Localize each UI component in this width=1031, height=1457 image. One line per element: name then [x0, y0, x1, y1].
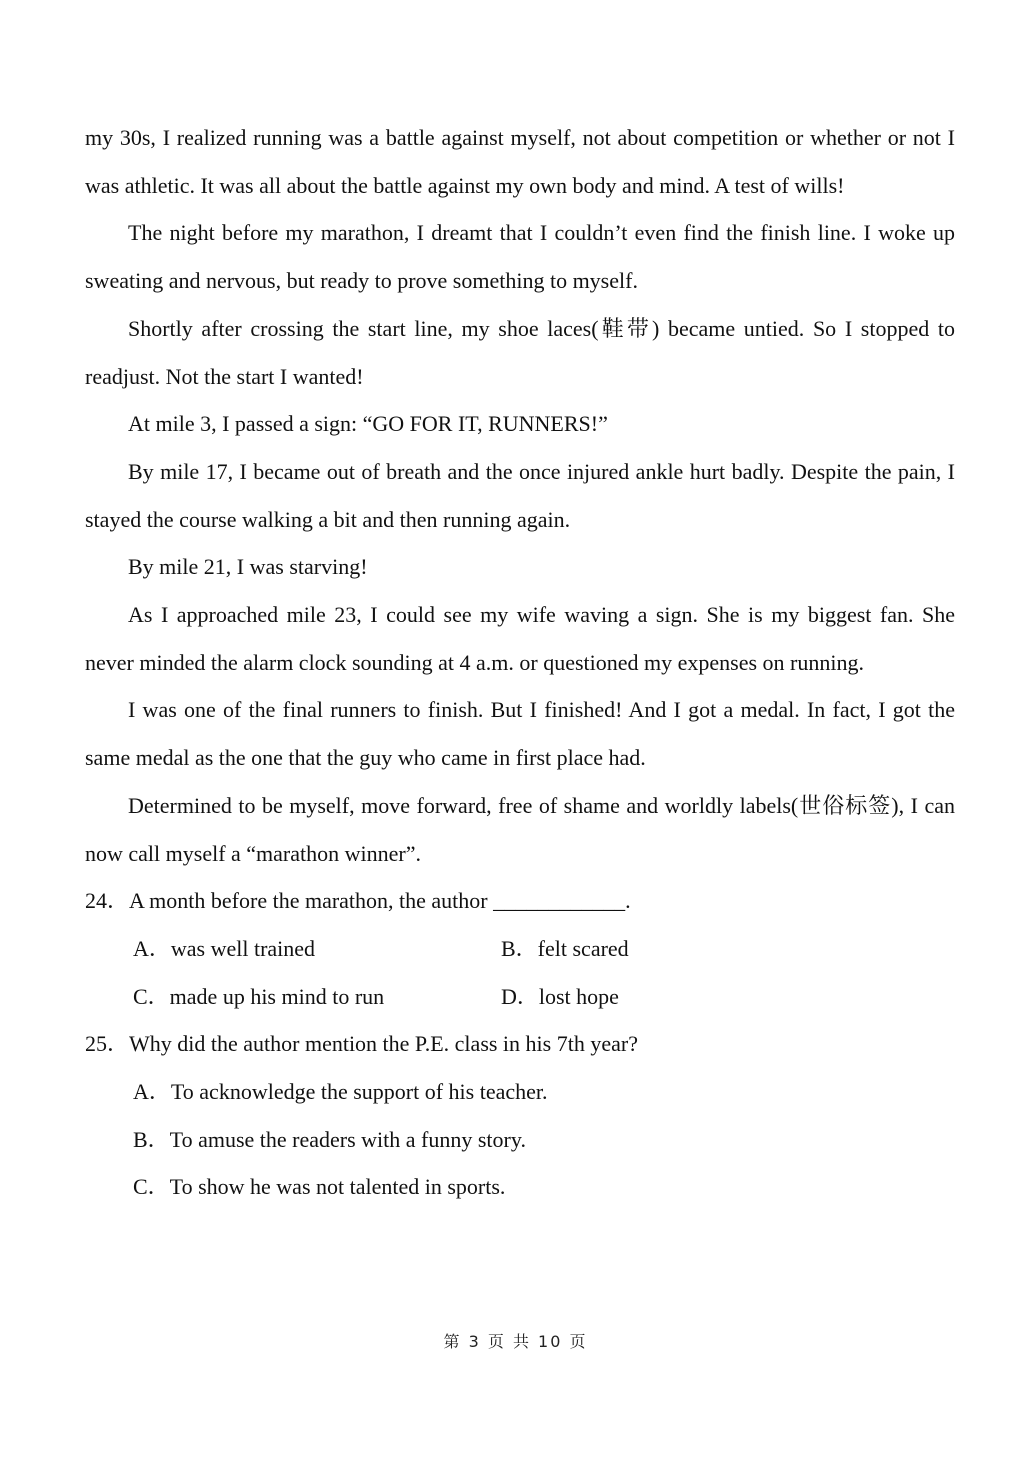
passage-paragraph: The night before my marathon, I dreamt that I couldn’t even find the finish line. I woke up sweating and nervous, but ready to prove something to myself.	[85, 220, 955, 294]
question-stem: 25．Why did the author mention the P.E. class in his 7th year?	[85, 1031, 638, 1057]
passage-paragraph: my 30s, I realized running was a battle against myself, not about competition or whether or not I was athletic. It was all about the battle against my own body and mind. A test of wills!	[85, 125, 955, 198]
option-c: C．made up his mind to run	[133, 983, 385, 1009]
passage-paragraph: At mile 3, I passed a sign: “GO FOR IT, RUNNERS!”	[128, 411, 608, 437]
passage-paragraph: Shortly after crossing the start line, my shoe laces(鞋带) became untied. So I stopped to readjust. Not the start I wanted!	[85, 315, 955, 389]
option-a: A．was well trained	[133, 935, 316, 961]
answer-options	[133, 925, 955, 1020]
option-b: B．felt scared	[501, 935, 629, 961]
question-24	[85, 877, 955, 1020]
option-b: B．To amuse the readers with a funny story.	[133, 1126, 526, 1152]
option-a: A．To acknowledge the support of his teacher.	[133, 1079, 548, 1105]
passage-paragraph: By mile 21, I was starving!	[128, 554, 368, 580]
question-25	[85, 1020, 955, 1211]
reading-passage	[85, 114, 955, 877]
passage-paragraph: Determined to be myself, move forward, free of shame and worldly labels(世俗标签), I can now call myself a “marathon winner”.	[85, 792, 955, 866]
passage-paragraph: By mile 17, I became out of breath and the once injured ankle hurt badly. Despite the pain, I stayed the course walking a bit and then running again.	[85, 458, 955, 532]
page-number-footer: 第 3 页 共 10 页	[443, 1332, 588, 1351]
exam-page	[85, 114, 955, 1211]
passage-paragraph: As I approached mile 23, I could see my wife waving a sign. She is my biggest fan. She never minded the alarm clock sounding at 4 a.m. or questioned my expenses on running.	[85, 602, 955, 675]
passage-paragraph: I was one of the final runners to finish. But I finished! And I got a medal. In fact, I got the same medal as the one that the guy who came in first place had.	[85, 697, 955, 771]
option-c: C．To show he was not talented in sports.	[133, 1174, 506, 1200]
answer-options	[133, 1068, 955, 1211]
option-d: D．lost hope	[501, 983, 619, 1009]
question-stem: 24．A month before the marathon, the author ____________.	[85, 888, 631, 914]
